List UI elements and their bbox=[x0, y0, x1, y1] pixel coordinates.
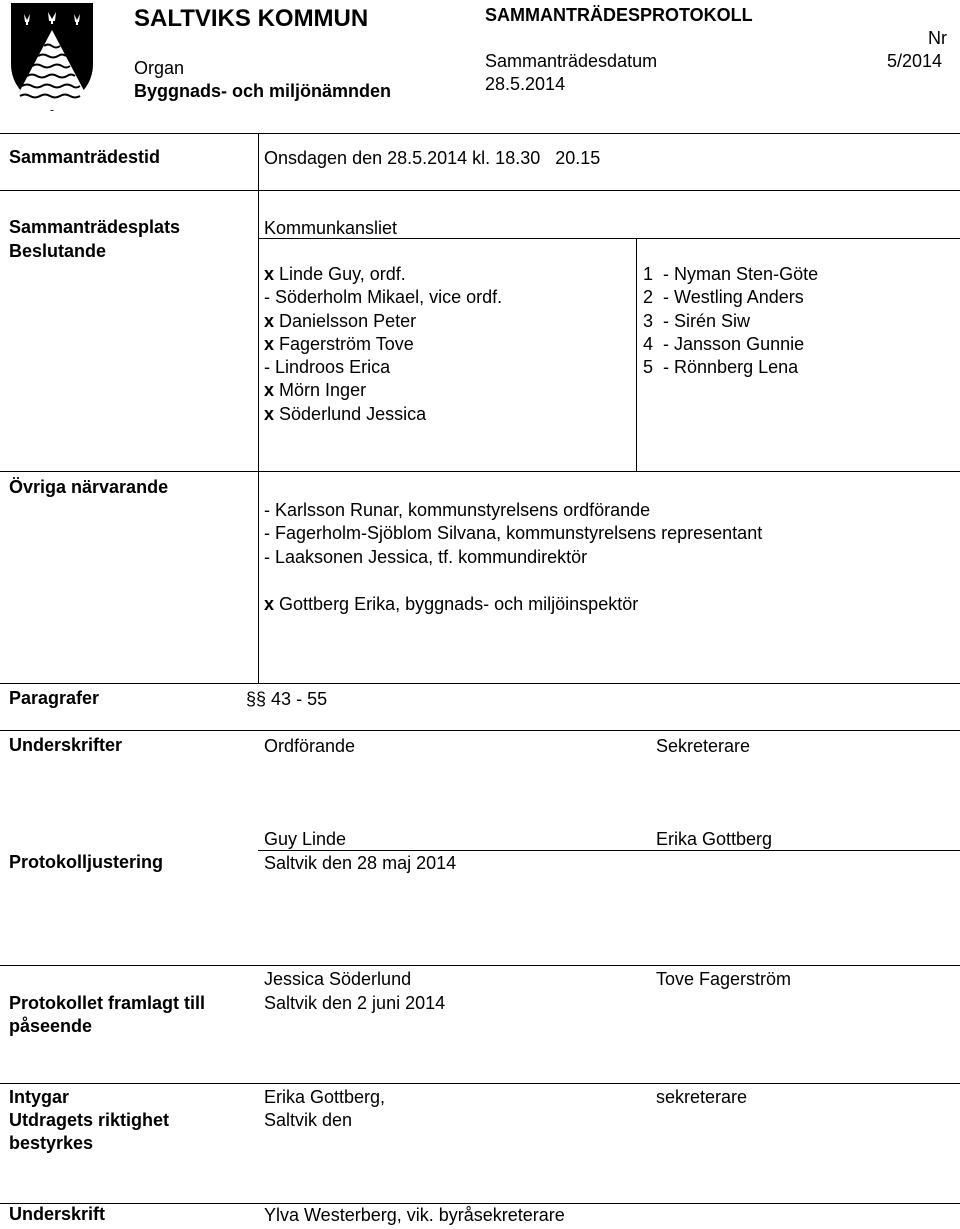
list-item: 2 - Westling Anders bbox=[643, 287, 804, 308]
number-value: 5/2014 bbox=[887, 51, 943, 71]
meeting-time-value: Onsdagen den 28.5.2014 kl. 18.30 20.15 bbox=[264, 148, 601, 168]
chair-label: Ordförande bbox=[264, 736, 356, 756]
divider-line bbox=[0, 730, 960, 731]
divider-line bbox=[0, 1083, 960, 1084]
substitute-list bbox=[643, 263, 818, 379]
list-item: x Mörn Inger bbox=[264, 380, 367, 401]
divider-line bbox=[258, 133, 259, 684]
signature-label: Underskrift bbox=[9, 1204, 106, 1224]
display-label: Protokollet framlagt till påseende bbox=[9, 993, 206, 1036]
certifier-name: Erika Gottberg, bbox=[264, 1087, 386, 1107]
adjustment-label: Protokolljustering bbox=[9, 852, 164, 872]
list-item: x Söderlund Jessica bbox=[264, 403, 427, 424]
divider-line bbox=[0, 965, 960, 966]
list-item: 3 - Sirén Siw bbox=[643, 310, 751, 331]
adjuster-name: Jessica Söderlund bbox=[264, 969, 412, 989]
document-title: SAMMANTRÄDESPROTOKOLL bbox=[485, 5, 753, 25]
divider-line bbox=[0, 133, 960, 134]
list-item: 5 - Rönnberg Lena bbox=[643, 357, 799, 378]
adjustment-place-date: Saltvik den 28 maj 2014 bbox=[264, 853, 457, 873]
paragraphs-label: Paragrafer bbox=[9, 688, 100, 708]
organ-name: Byggnads- och miljönämnden bbox=[134, 81, 392, 101]
others-present-line: - Fagerholm-Sjöblom Silvana, kommunstyrelsens representant bbox=[264, 523, 763, 543]
others-present-line: - Laaksonen Jessica, tf. kommundirektör bbox=[264, 547, 588, 567]
divider-line bbox=[0, 190, 960, 191]
divider-line bbox=[0, 683, 960, 684]
divider-line bbox=[0, 471, 960, 472]
certifier-role: sekreterare bbox=[656, 1087, 748, 1107]
meeting-date-label: Sammanträdesdatum bbox=[485, 51, 658, 71]
inspector-line: x Gottberg Erika, byggnads- och miljöinspektör bbox=[264, 594, 639, 614]
others-present-line: - Karlsson Runar, kommunstyrelsens ordförande bbox=[264, 500, 651, 520]
divider-line bbox=[636, 238, 637, 472]
list-item: 1 - Nyman Sten-Göte bbox=[643, 264, 819, 284]
list-item: x Fagerström Tove bbox=[264, 333, 414, 354]
municipal-coat-of-arms bbox=[10, 2, 94, 112]
meeting-time-label: Sammanträdestid bbox=[9, 147, 161, 167]
meeting-place-label: Sammanträdesplats bbox=[9, 217, 181, 237]
secretary-label: Sekreterare bbox=[656, 736, 751, 756]
section-symbol: §§ bbox=[246, 689, 267, 709]
paragraphs-value: §§ 43 - 55 bbox=[246, 689, 328, 709]
list-item: - Söderholm Mikael, vice ordf. bbox=[264, 287, 503, 308]
meeting-place-value: Kommunkansliet bbox=[264, 218, 398, 238]
extract-verified-label: Utdragets riktighet bestyrkes bbox=[9, 1110, 170, 1153]
signature-name: Ylva Westerberg, vik. byråsekreterare bbox=[264, 1205, 565, 1225]
secretary-name: Erika Gottberg bbox=[656, 829, 773, 849]
meeting-date-value: 28.5.2014 bbox=[485, 74, 566, 94]
adjuster-name: Tove Fagerström bbox=[656, 969, 792, 989]
organ-label: Organ bbox=[134, 58, 185, 78]
certifies-label: Intygar bbox=[9, 1087, 70, 1107]
municipality-name: SALTVIKS KOMMUN bbox=[134, 5, 369, 32]
deciders-label: Beslutande bbox=[9, 241, 107, 261]
display-place-date: Saltvik den 2 juni 2014 bbox=[264, 993, 446, 1013]
certificate-place: Saltvik den bbox=[264, 1110, 353, 1130]
list-item: x Linde Guy, ordf. bbox=[264, 264, 406, 284]
member-list bbox=[264, 263, 502, 426]
chair-name: Guy Linde bbox=[264, 829, 347, 849]
list-item: x Danielsson Peter bbox=[264, 310, 417, 331]
number-label: Nr bbox=[928, 28, 947, 48]
others-present-label: Övriga närvarande bbox=[9, 477, 169, 497]
list-item: 4 - Jansson Gunnie bbox=[643, 333, 805, 354]
signatures-label: Underskrifter bbox=[9, 735, 123, 755]
divider-line bbox=[258, 850, 960, 851]
list-item: - Lindroos Erica bbox=[264, 357, 391, 378]
